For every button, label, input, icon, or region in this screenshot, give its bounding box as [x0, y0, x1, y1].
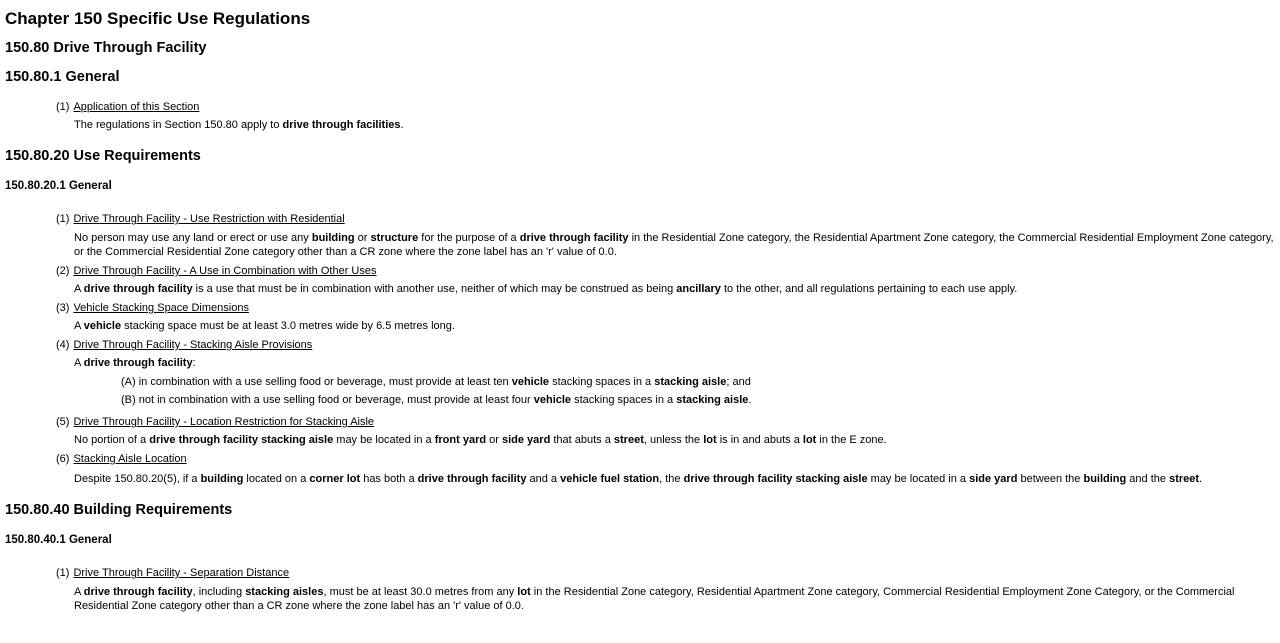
text-run: may be located in a [867, 473, 970, 485]
clause-text-line: Residential Zone category other than a CR zone where the zone label has an 'r' value of 0.0. [74, 600, 524, 612]
defined-term: building [1083, 473, 1127, 485]
text-run: . [400, 119, 404, 131]
defined-term: ancillary [676, 283, 721, 295]
defined-term: vehicle [560, 473, 598, 485]
clause-text [74, 282, 1017, 296]
text-run: has both a [360, 473, 418, 485]
clause-text [74, 472, 1202, 486]
text-run: , including [192, 586, 246, 598]
text-run: or [486, 434, 502, 446]
text-run: that abuts a [550, 434, 614, 446]
defined-term: drive through facility stacking aisle [683, 473, 868, 485]
text-run: ; and [726, 376, 751, 388]
defined-term: stacking aisle [676, 394, 749, 406]
clause-link[interactable]: Vehicle Stacking Space Dimensions [73, 302, 249, 314]
text-run: in the Residential Zone category, the Residential Apartment Zone category, the Commercial Residential Employment Zone category, [628, 232, 1274, 244]
chapter-title: Chapter 150 Specific Use Regulations [5, 9, 311, 28]
clause-text [74, 356, 196, 370]
defined-term: drive through facility [83, 283, 193, 295]
clause-link[interactable]: Drive Through Facility - Stacking Aisle Provisions [73, 339, 313, 351]
section-title: 150.80 Drive Through Facility [5, 40, 207, 56]
text-run: , unless the [643, 434, 704, 446]
text-run: is in and abuts a [716, 434, 803, 446]
defined-term: lot [802, 434, 817, 446]
defined-term: lot [703, 434, 717, 446]
sub-clause [121, 376, 751, 388]
defined-term: side yard [969, 473, 1018, 485]
defined-term: vehicle [83, 320, 122, 332]
defined-term: vehicle [533, 394, 572, 406]
text-run: and the [1126, 473, 1170, 485]
text-run: . [748, 394, 752, 406]
clause-heading [56, 567, 289, 579]
text-run: No portion of a [74, 434, 150, 446]
defined-term: front yard [434, 434, 487, 446]
clause-number: (5) [56, 416, 70, 428]
defined-term: lot [517, 586, 531, 598]
text-run: located on a [243, 473, 310, 485]
text-run: and a [526, 473, 561, 485]
defined-term: vehicle [511, 376, 550, 388]
text-run: A [74, 283, 84, 295]
defined-term: building [200, 473, 244, 485]
clause-text [74, 319, 455, 333]
clause-heading [56, 101, 199, 113]
text-run: : [192, 357, 196, 369]
text-run: between the [1017, 473, 1084, 485]
clause-number: (1) [56, 567, 70, 579]
text-run: is a use that must be in combination with another use, neither of which may be construed as being [192, 283, 677, 295]
clause-link[interactable]: Stacking Aisle Location [73, 453, 187, 465]
text-run: not in combination with a use selling food or beverage, must provide at least four [135, 394, 534, 406]
text-run: or [354, 232, 371, 244]
text-run: may be located in a [333, 434, 435, 446]
defined-term: drive through facility [417, 473, 527, 485]
clause-text-line [74, 585, 1234, 599]
clause-number: (1) [56, 101, 70, 113]
clause-link[interactable]: Drive Through Facility - Separation Distance [73, 567, 290, 579]
text-run: A [74, 586, 84, 598]
text-run: . [1199, 473, 1203, 485]
clause-number: (1) [56, 213, 70, 225]
clause-heading [56, 339, 312, 351]
defined-term: street [1169, 473, 1200, 485]
clause-link[interactable]: Application of this Section [73, 101, 200, 113]
text-run: The regulations in Section 150.80 apply to [74, 119, 283, 131]
defined-term: drive through facility stacking aisle [149, 434, 334, 446]
defined-term: drive through facility [519, 232, 629, 244]
text-run: in the Residential Zone category, Residential Apartment Zone category, Commercial Residential Employment Zone Category, or the Commercial [530, 586, 1235, 598]
defined-term: stacking aisle [654, 376, 727, 388]
text-run: A [74, 357, 84, 369]
text-run: , must be at least 30.0 metres from any [323, 586, 518, 598]
text-run: in combination with a use selling food or beverage, must provide at least ten [135, 376, 512, 388]
defined-term: drive through facilities [282, 119, 401, 131]
subsection-title-building-requirements: 150.80.40 Building Requirements [5, 502, 233, 518]
defined-term: drive through facility [83, 357, 193, 369]
sub-subsection-title: 150.80.20.1 General [5, 180, 112, 192]
sub-subsection-title: 150.80.40.1 General [5, 534, 112, 546]
defined-term: fuel station [600, 473, 660, 485]
defined-term: building [311, 232, 355, 244]
clause-number: (3) [56, 302, 70, 314]
clause-text [74, 231, 1274, 259]
defined-term: corner lot [309, 473, 361, 485]
text-run: stacking spaces in a [549, 376, 655, 388]
sub-clause [121, 394, 751, 406]
defined-term: street [613, 434, 644, 446]
defined-term: side yard [501, 434, 551, 446]
subsection-title-general: 150.80.1 General [5, 69, 120, 85]
clause-text-line: or the Commercial Residential Zone category other than a CR zone where the zone label has an 'r' value of 0.0. [74, 246, 617, 258]
sub-clause-label: (A) [121, 376, 136, 388]
text-run: stacking spaces in a [571, 394, 677, 406]
clause-heading [56, 416, 374, 428]
text-run: for the purpose of a [418, 232, 520, 244]
defined-term: structure [370, 232, 419, 244]
clause-heading [56, 302, 249, 314]
text-run: A [74, 320, 84, 332]
clause-text [74, 433, 887, 447]
defined-term: stacking aisles [245, 586, 324, 598]
text-run: to the other, and all regulations pertaining to each use apply. [720, 283, 1018, 295]
clause-heading [56, 265, 376, 277]
clause-link[interactable]: Drive Through Facility - Location Restriction for Stacking Aisle [73, 416, 375, 428]
subsection-title-use-requirements: 150.80.20 Use Requirements [5, 148, 201, 164]
clause-number: (4) [56, 339, 70, 351]
clause-text [74, 118, 404, 132]
clause-link[interactable]: Drive Through Facility - Use Restriction with Residential [73, 213, 345, 225]
clause-text [74, 585, 1234, 613]
text-run: No person may use any land or erect or use any [74, 232, 312, 244]
text-run: Despite 150.80.20(5), if a [74, 473, 201, 485]
clause-number: (2) [56, 265, 70, 277]
text-run: stacking space must be at least 3.0 metres wide by 6.5 metres long. [121, 320, 455, 332]
text-run: , the [659, 473, 684, 485]
clause-number: (6) [56, 453, 70, 465]
sub-clause-label: (B) [121, 394, 136, 406]
clause-link[interactable]: Drive Through Facility - A Use in Combination with Other Uses [73, 265, 377, 277]
text-run: in the E zone. [816, 434, 887, 446]
clause-text-line [74, 231, 1274, 245]
clause-heading [56, 213, 345, 225]
clause-heading [56, 453, 187, 465]
defined-term: drive through facility [83, 586, 193, 598]
